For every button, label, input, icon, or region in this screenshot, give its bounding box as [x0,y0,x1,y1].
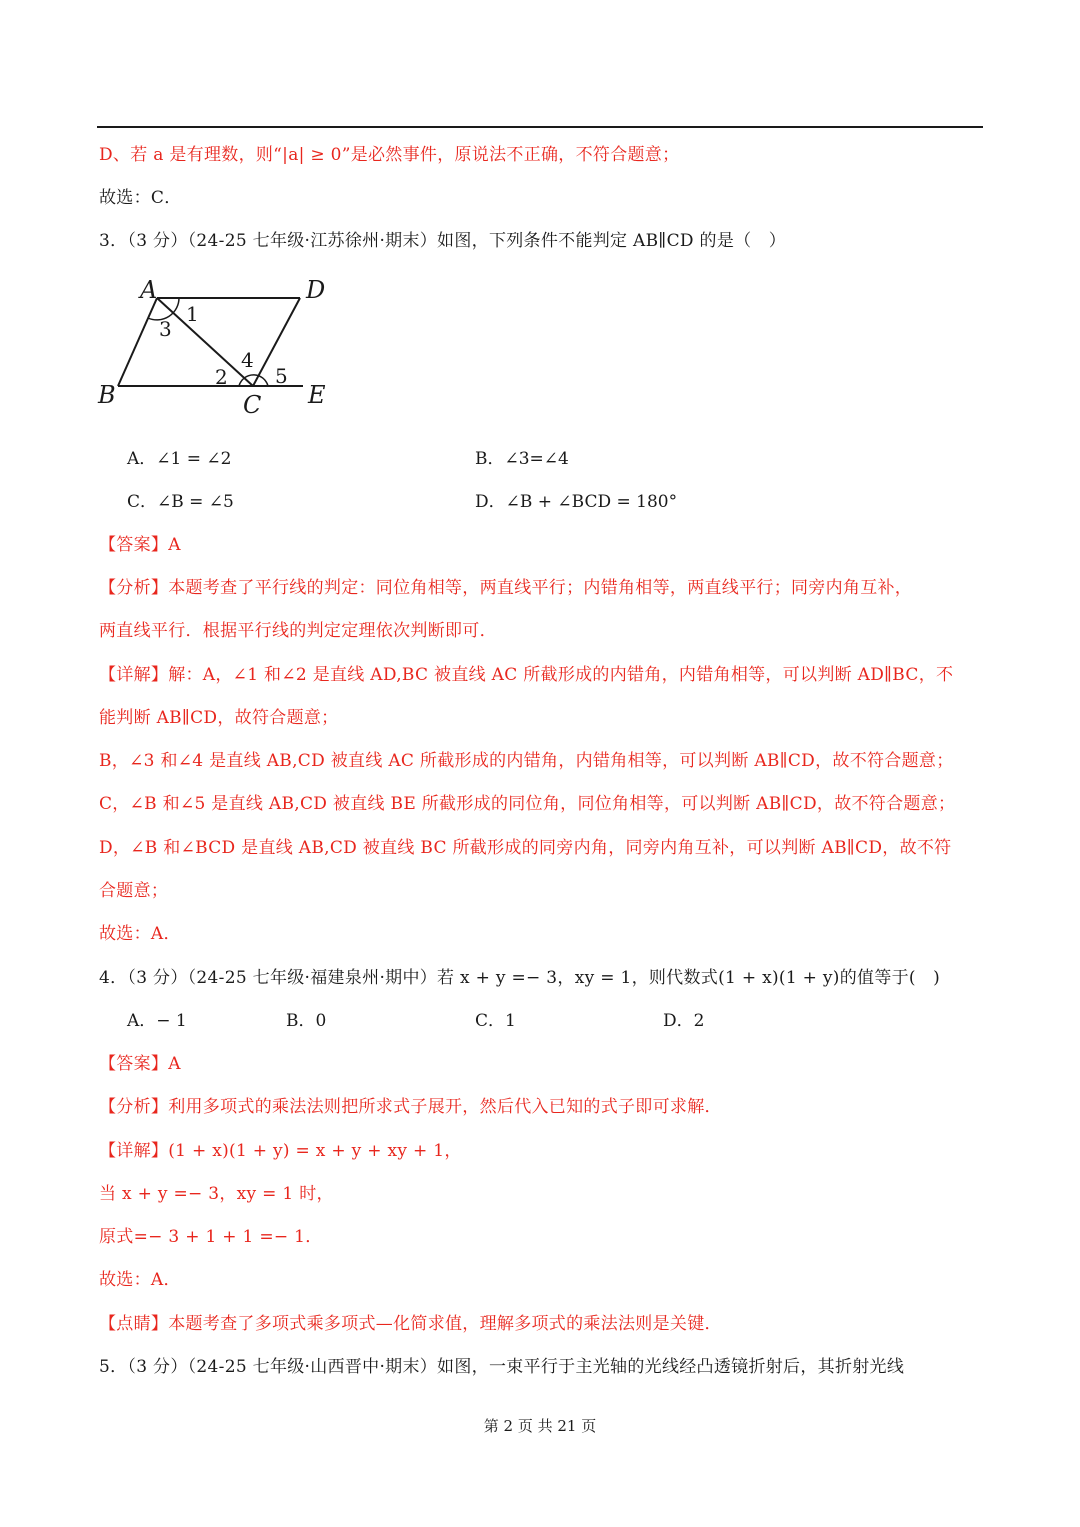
option-c: C．∠B = ∠5 [127,492,234,512]
analysis-text: 【分析】本题考查了平行线的判定：同位角相等，两直线平行；内错角相等，两直线平行；同旁内角互补， [99,578,913,598]
segment-AB [118,298,157,386]
answer-label: 【答案】A [99,1054,181,1074]
detail-text: 能判断 AB∥CD，故符合题意； [99,708,339,728]
vertex-label-E: E [308,381,326,409]
conclusion-text: 故选：A． [99,1270,181,1290]
option-b: B．∠3=∠4 [475,449,569,469]
text-line: D、若 a 是有理数，则“|a| ≥ 0”是必然事件，原说法不正确，不符合题意； [99,145,680,165]
analysis-text: 【分析】利用多项式的乘法法则把所求式子展开，然后代入已知的式子即可求解． [99,1097,722,1117]
angle-label-2: 2 [215,365,228,389]
detail-text: 合题意； [99,881,169,901]
detail-text: 【详解】解：A，∠1 和∠2 是直线 AD,BC 被直线 AC 所截形成的内错角，内错角相等，可以判断 AD∥BC，不 [99,665,954,685]
conclusion-text: 故选：A． [99,924,181,944]
comment-text: 【点睛】本题考查了多项式乘多项式—化简求值，理解多项式的乘法法则是关键． [99,1314,722,1334]
question-5-stem: 5．（3 分）（24-25 七年级·山西晋中·期末）如图，一束平行于主光轴的光线经凸透镜折射后，其折射光线 [99,1357,905,1377]
option-d: D．∠B + ∠BCD = 180° [475,492,678,512]
page-footer: 第 2 页 共 21 页 [483,1417,597,1435]
vertex-label-D: D [306,276,326,304]
header-rule [97,126,983,128]
detail-text: B，∠3 和∠4 是直线 AB,CD 被直线 AC 所截形成的内错角，内错角相等，可以判断 AB∥CD，故不符合题意； [99,751,954,771]
detail-text: D，∠B 和∠BCD 是直线 AB,CD 被直线 BC 所截形成的同旁内角，同旁内角互补，可以判断 AB∥CD，故不符 [99,838,952,858]
vertex-label-C: C [243,391,262,419]
detail-text: 当 x + y =− 3，xy = 1 时， [99,1184,334,1204]
analysis-text: 两直线平行．根据平行线的判定定理依次判断即可． [99,621,497,641]
option-d: D．2 [663,1011,705,1031]
angle-label-4: 4 [241,348,254,372]
detail-text: 原式=− 3 + 1 + 1 =− 1． [99,1227,323,1247]
option-c: C．1 [475,1011,516,1031]
option-b: B．0 [286,1011,327,1031]
text-line: 故选：C． [99,188,182,208]
question-3-stem: 3．（3 分）（24-25 七年级·江苏徐州·期末）如图，下列条件不能判定 AB∥CD 的是（ ） [99,231,787,251]
segment-AC [157,298,253,386]
angle-label-3: 3 [159,317,172,341]
angle-label-5: 5 [275,364,288,388]
answer-label: 【答案】A [99,535,181,555]
option-a: A．∠1 = ∠2 [127,449,232,469]
option-a: A．− 1 [127,1011,187,1031]
question-4-stem: 4．（3 分）（24-25 七年级·福建泉州·期中）若 x + y =− 3，xy = 1，则代数式(1 + x)(1 + y)的值等于( ) [99,968,941,988]
vertex-label-A: A [140,276,158,304]
detail-text: C，∠B 和∠5 是直线 AB,CD 被直线 BE 所截形成的同位角，同位角相等，可以判断 AB∥CD，故不符合题意； [99,794,956,814]
parallelogram-figure [93,272,333,422]
angle-label-1: 1 [186,302,199,326]
detail-text: 【详解】(1 + x)(1 + y) = x + y + xy + 1， [99,1141,462,1161]
vertex-label-B: B [98,381,116,409]
